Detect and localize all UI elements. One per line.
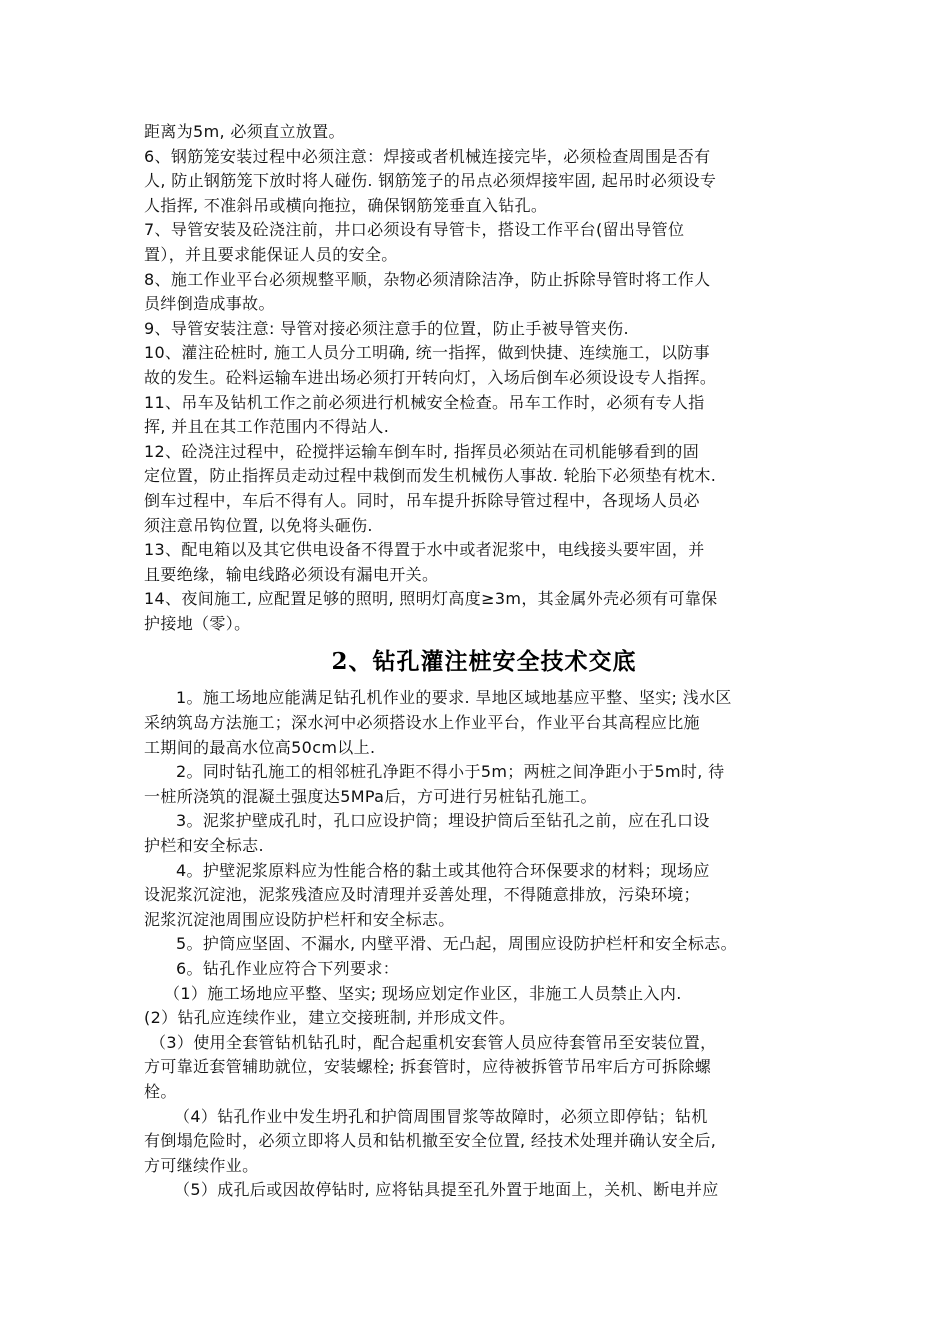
section-2-body [144, 686, 824, 1202]
paragraph-line: 且要绝缘，输电线路必须设有漏电开关。 [144, 564, 439, 584]
paragraph-line: 14、夜间施工, 应配置足够的照明, 照明灯高度≥3m，其金属外壳必须有可靠保 [144, 589, 718, 609]
paragraph-line: 有倒塌危险时，必须立即将人员和钻机撤至安全位置, 经技术处理并确认安全后, [144, 1131, 717, 1151]
paragraph-line: （4）钻孔作业中发生坍孔和护筒周围冒浆等故障时，必须立即停钻；钻机 [174, 1106, 708, 1126]
paragraph-line: 员绊倒造成事故。 [144, 294, 275, 314]
paragraph-line: 采纳筑岛方法施工；深水河中必须搭设水上作业平台，作业平台其高程应比施 [144, 713, 700, 733]
paragraph-line: 挥, 并且在其工作范围内不得站人. [144, 417, 390, 437]
paragraph-line: 栓。 [144, 1081, 177, 1101]
paragraph-line: （5）成孔后或因故停钻时, 应将钻具提至孔外置于地面上，关机、断电并应 [174, 1180, 719, 1200]
paragraph-line: 人, 防止钢筋笼下放时将人碰伤. 钢筋笼子的吊点必须焊接牢固, 起吊时必须设专 [144, 171, 717, 191]
paragraph-line: 10、灌注砼桩时, 施工人员分工明确, 统一指挥，做到快捷、连续施工，以防事 [144, 343, 711, 363]
paragraph-line: 6、钢筋笼安装过程中必须注意：焊接或者机械连接完毕，必须检查周围是否有 [144, 146, 711, 166]
paragraph-line: 距离为5m, 必须直立放置。 [144, 122, 345, 141]
paragraph-line: 护接地（零）。 [144, 613, 251, 633]
paragraph-line: 8、施工作业平台必须规整平顺，杂物必须清除洁净，防止拆除导管时将工作人 [144, 269, 711, 289]
paragraph-line: 12、砼浇注过程中，砼搅拌运输车倒车时, 指挥员必须站在司机能够看到的固 [144, 441, 700, 461]
document-page [144, 120, 824, 1203]
paragraph-line: 5。护筒应坚固、不漏水, 内壁平滑、无凸起，周围应设防护栏杆和安全标志。 [176, 934, 737, 954]
paragraph-line: 人指挥, 不准斜吊或横向拖拉，确保钢筋笼垂直入钻孔。 [144, 195, 548, 215]
paragraph-line: 倒车过程中，车后不得有人。同时，吊车提升拆除导管过程中，各现场人员必 [144, 490, 700, 510]
paragraph-line: 9、导管安装注意: 导管对接必须注意手的位置，防止手被导管夹伤. [144, 318, 629, 338]
paragraph-line: 1。施工场地应能满足钻孔机作业的要求. 旱地区域地基应平整、坚实; 浅水区 [176, 688, 732, 708]
paragraph-line: （3）使用全套管钻机钻孔时，配合起重机安套管人员应待套管吊至安装位置， [150, 1032, 717, 1052]
section-2-heading: 2、钻孔灌注桩安全技术交底 [331, 648, 637, 676]
paragraph-line: 11、吊车及钻机工作之前必须进行机械安全检查。吊车工作时，必须有专人指 [144, 392, 705, 412]
paragraph-line: 6。钻孔作业应符合下列要求： [176, 959, 400, 978]
paragraph-line: 方可靠近套管辅助就位，安装螺栓; 拆套管时，应待被拆管节吊牢后方可拆除螺 [144, 1057, 712, 1077]
paragraph-line: 一桩所浇筑的混凝土强度达5MPa后，方可进行另桩钻孔施工。 [144, 786, 597, 806]
paragraph-line: 设泥浆沉淀池，泥浆残渣应及时清理并妥善处理，不得随意排放，污染环境； [144, 885, 700, 905]
paragraph-line: 置），并且要求能保证人员的安全。 [144, 244, 398, 264]
paragraph-line: 7、导管安装及砼浇注前，井口必须设有导管卡，搭设工作平台(留出导管位 [144, 220, 685, 240]
paragraph-line: 13、配电箱以及其它供电设备不得置于水中或者泥浆中，电线接头要牢固，并 [144, 540, 705, 560]
paragraph-line: 须注意吊钩位置, 以免将头砸伤. [144, 515, 373, 535]
paragraph-line: 护栏和安全标志. [144, 836, 264, 856]
paragraph-line: 4。护壁泥浆原料应为性能合格的黏土或其他符合环保要求的材料；现场应 [176, 860, 710, 880]
paragraph-line: （1）施工场地应平整、坚实; 现场应划定作业区，非施工人员禁止入内. [164, 983, 682, 1003]
paragraph-line: 方可继续作业。 [144, 1155, 259, 1175]
paragraph-line: 定位置，防止指挥员走动过程中栽倒而发生机械伤人事故. 轮胎下必须垫有枕木. [144, 466, 717, 486]
paragraph-line: 故的发生。砼料运输车进出场必须打开转向灯，入场后倒车必须设设专人指挥。 [144, 367, 717, 387]
paragraph-line: 工期间的最高水位高50cm以上. [144, 737, 376, 757]
paragraph-line: (2）钻孔应连续作业，建立交接班制, 并形成文件。 [144, 1008, 516, 1028]
paragraph-line: 2。同时钻孔施工的相邻桩孔净距不得小于5m；两桩之间净距小于5m时, 待 [176, 762, 725, 782]
paragraph-line: 泥浆沉淀池周围应设防护栏杆和安全标志。 [144, 909, 455, 929]
paragraph-line: 3。泥浆护壁成孔时，孔口应设护筒；埋设护筒后至钻孔之前，应在孔口设 [176, 811, 710, 831]
section-1-body [144, 120, 824, 636]
